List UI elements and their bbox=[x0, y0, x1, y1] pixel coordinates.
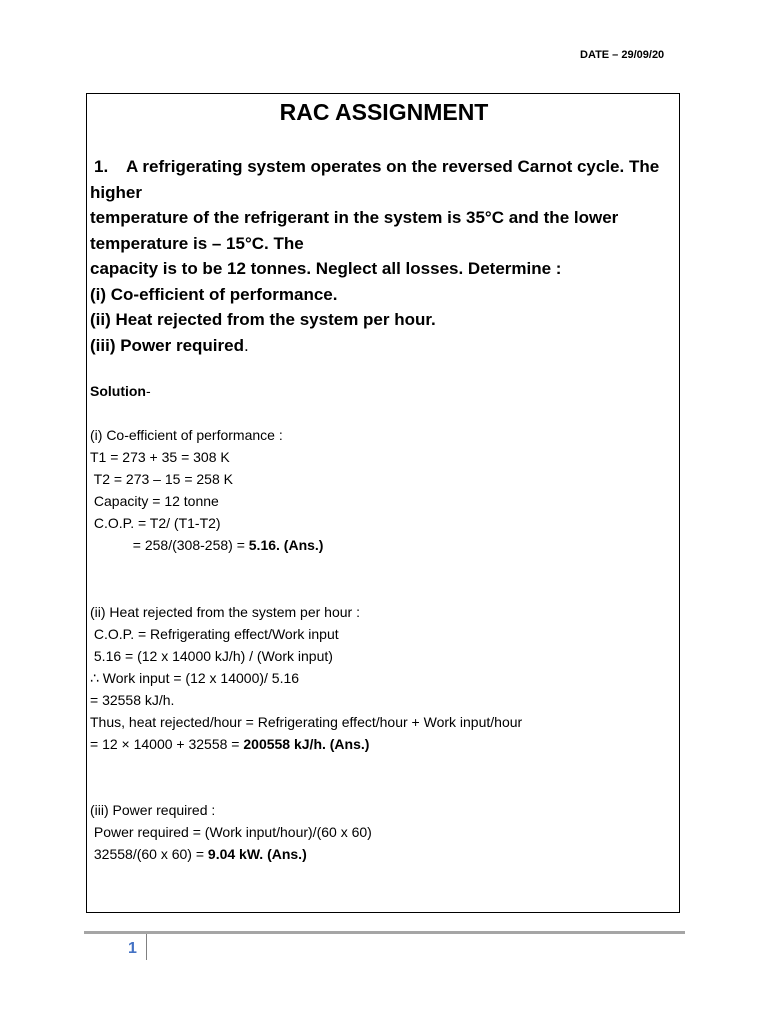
solution-label: Solution- bbox=[90, 383, 151, 399]
question-number: 1. bbox=[94, 157, 109, 176]
question-block bbox=[90, 154, 678, 358]
question-line-7: (ii) Heat rejected from the system per hour. bbox=[90, 310, 436, 329]
part1-line: T2 = 273 – 15 = 258 K bbox=[90, 471, 233, 487]
question-line-8: (iii) Power required. bbox=[90, 335, 249, 355]
question-line-4: temperature is – 15°C. The bbox=[90, 233, 304, 253]
page-title: RAC ASSIGNMENT bbox=[279, 99, 489, 125]
solution-part-2 bbox=[90, 601, 678, 755]
part1-line: Capacity = 12 tonne bbox=[90, 493, 219, 509]
part3-line: Power required = (Work input/hour)/(60 x 60) bbox=[90, 824, 372, 840]
question-line-1: 1. A refrigerating system operates on the reversed Carnot cycle. The bbox=[90, 154, 678, 180]
page-number: 1 bbox=[128, 940, 137, 957]
date-label: DATE – 29/09/20 bbox=[580, 49, 665, 61]
page-number-divider bbox=[146, 934, 147, 960]
solution-part-3 bbox=[90, 799, 678, 865]
part2-result: = 12 × 14000 + 32558 = 200558 kJ/h. (Ans.) bbox=[90, 736, 370, 752]
part2-answer: 200558 kJ/h. (Ans.) bbox=[243, 736, 370, 752]
part2-line: ∴ Work input = (12 x 14000)/ 5.16 bbox=[90, 670, 300, 686]
part3-heading: (iii) Power required : bbox=[90, 802, 216, 818]
solution-part-1 bbox=[90, 424, 678, 556]
question-line-2: higher bbox=[90, 182, 142, 202]
part2-line: 5.16 = (12 x 14000 kJ/h) / (Work input) bbox=[90, 648, 333, 664]
question-line-5: capacity is to be 12 tonnes. Neglect all losses. Determine : bbox=[90, 259, 562, 278]
footer-divider bbox=[84, 931, 685, 934]
part1-line: C.O.P. = T2/ (T1-T2) bbox=[90, 515, 221, 531]
part1-heading: (i) Co-efficient of performance : bbox=[90, 427, 283, 443]
part1-result: = 258/(308-258) = 5.16. (Ans.) bbox=[90, 537, 324, 553]
part3-result: 32558/(60 x 60) = 9.04 kW. (Ans.) bbox=[90, 846, 307, 862]
question-line-6: (i) Co-efficient of performance. bbox=[90, 284, 338, 304]
part1-answer: 5.16. (Ans.) bbox=[248, 537, 324, 553]
part2-line: = 32558 kJ/h. bbox=[90, 692, 175, 708]
part3-answer: 9.04 kW. (Ans.) bbox=[207, 846, 307, 862]
part2-line: Thus, heat rejected/hour = Refrigerating effect/hour + Work input/hour bbox=[90, 714, 523, 730]
assignment-box bbox=[86, 93, 680, 913]
part2-line: C.O.P. = Refrigerating effect/Work input bbox=[90, 626, 339, 642]
question-line-3: temperature of the refrigerant in the system is 35°C and the lower bbox=[90, 208, 619, 227]
part1-line: T1 = 273 + 35 = 308 K bbox=[90, 449, 230, 465]
part2-heading: (ii) Heat rejected from the system per hour : bbox=[90, 604, 360, 620]
